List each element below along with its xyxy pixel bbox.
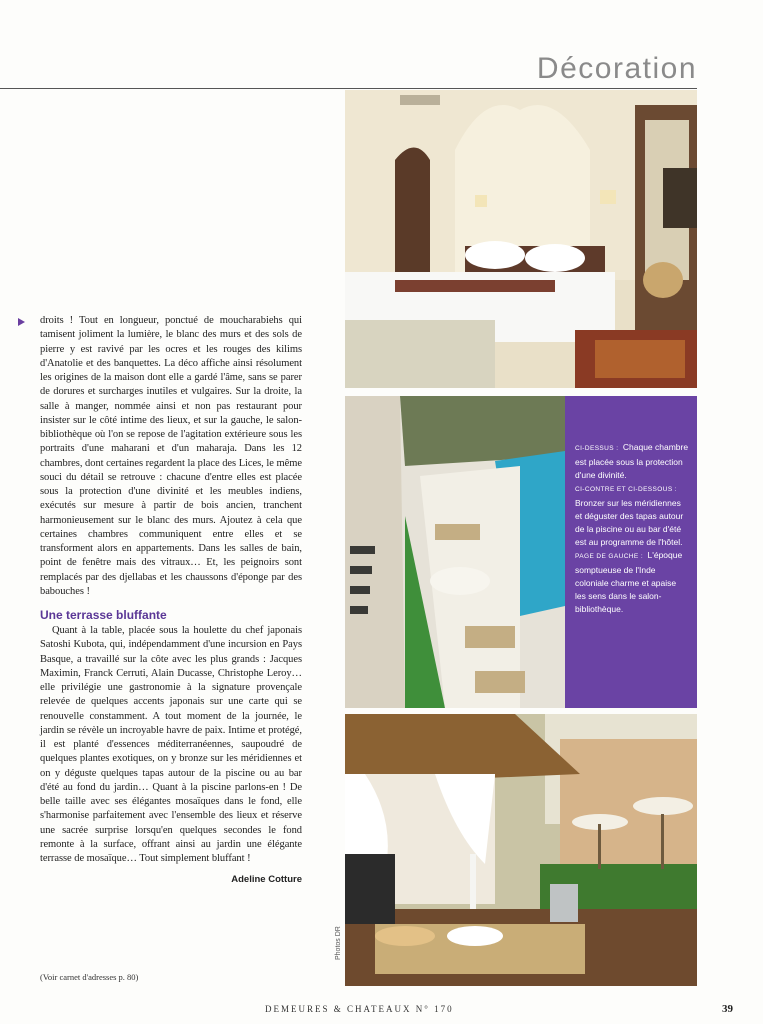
pool-photo [345,396,565,708]
caption-3-text: L'époque somptueuse de l'Inde coloniale charme et apaise les sens dans le salon-bibliothèque. [575,550,683,614]
bedroom-photo [345,90,697,388]
caption-2-label: CI-CONTRE ET CI-DESSOUS : [575,486,677,493]
address-note: (Voir carnet d'adresses p. 80) [40,972,139,982]
article-paragraph-1: droits ! Tout en longueur, ponctué de moucharabiehs qui tamisent joliment la lumière, le blanc des murs et des sols de pierre y est ravivé par les ocres et les rouges des kilims d'Anatolie et des banquettes. La déco affiche ainsi résolument les origines de la maison dont elle a gardé l'âme, sans se parer de dorures et surcharges inutiles et vulgaires. Sur la droite, la salle à manger, nommée ainsi et non pas restaurant pour insister sur le côté intime des lieux, et sur la gauche, le salon-bibliothèque où l'on se repose de l'agitation extérieure sous les portraits d'une maharani et d'un maharaja. Dans les 12 chambres, dont certaines regardent la place des Lices, le même souci du détail se retrouve : chacune d'entre elles est placée sous la protection d'une divinité et les meubles indiens, exécutés sur mesure à partir de bois ancien, tranchent harmonieusement sur le blanc des murs. Ajoutez à cela que certaines chambres communiquent entre elles et se transforment alors en appartements. Dans les salles de bain, point de fenêtre mais des vitraux… Et, les peignoirs sont remplacés par des djellabas et les chaussons d'éponge par des babouches ! [40,315,302,597]
photo-caption-box [565,396,697,708]
caption-3-label: PAGE DE GAUCHE : [575,553,644,560]
caption-1-text: Chaque chambre est placée sous la protection d'une divinité. [575,442,689,480]
header-rule [0,88,697,89]
caption-2-text: Bronzer sur les méridiennes et déguster des tapas autour de la piscine ou au bar d'été est au programme de l'hôtel. [575,498,684,547]
caption-3 [575,548,689,615]
terrace-photo [345,714,697,986]
article-paragraph-2: Quant à la table, placée sous la houlette du chef japonais Satoshi Kubota, qui, indépendamment d'une incursion en Pays Basque, a travaillé sur la côte avec les plus grands : Jacques Maximin, Franck Cerruti, Alain Ducasse, Christophe Leroy… elle privilégie une gastronomie à la signature provençale relevée de quelques accents japonais sur une carte qui se renouvelle constamment. A tout moment de la journée, le jardin se révèle un incroyable havre de paix. Intime et protégé, il est planté d'essences méditerranéennes, saupoudré de quelques plantes exotiques, on y bronze sur les méridiennes et on y déguste quelques tapas autour de la piscine ou au bar d'été au fond du jardin… Quant à la piscine parlons-en ! De belle taille avec ses élégantes mosaïques dans le fond, elle s'harmonise parfaitement avec l'ensemble des lieux et réserve une sacrée surprise lorsqu'en quelques secondes le fond remonte à la surface, offrant ainsi au jardin une élégante terrasse de mosaïque… Tout simplement bluffant ! [40,625,302,864]
article-column [40,314,302,885]
page-number: 39 [722,1003,733,1015]
photo-credit: Photos DR [335,926,342,960]
continued-arrow-icon [18,318,25,326]
article-subheading: Une terrasse bluffante [40,608,167,622]
caption-2 [575,481,689,548]
caption-1 [575,440,689,481]
section-title: Décoration [536,52,697,85]
magazine-footer: DEMEURES & CHATEAUX N° 170 [265,1004,454,1014]
caption-1-label: CI-DESSUS : [575,445,619,452]
article-author: Adeline Cotture [231,874,302,886]
